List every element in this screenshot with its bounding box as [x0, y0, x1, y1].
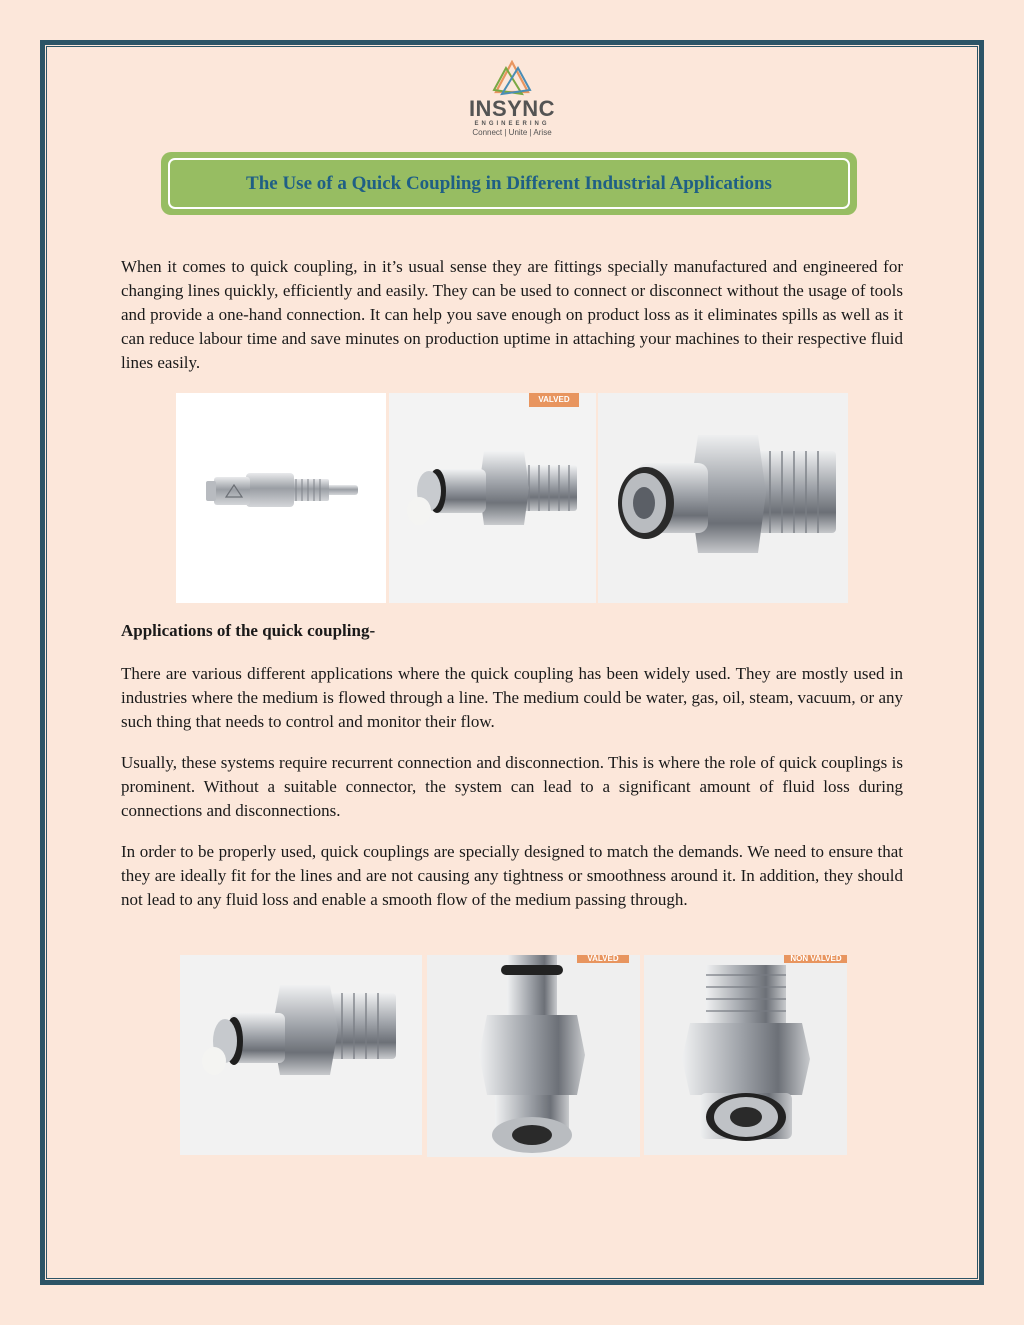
coupling-image-2 — [389, 393, 596, 603]
title-banner — [161, 152, 857, 215]
intro-paragraph: When it comes to quick coupling, in it’s usual sense they are fittings specially manufactured and engineered for changing lines quickly, efficiently and easily. They can be used to connect or disconnect without the usage of tools and provide a one-hand connection. It can help you save enough on product loss as it eliminates spills as well as it can reduce labour time and save minutes on production uptime in attaching your machines to their respective fluid lines easily. — [121, 257, 903, 372]
coupling-image-1 — [176, 393, 386, 603]
coupling-image-6 — [644, 955, 847, 1155]
applications-paragraph-2: Usually, these systems require recurrent connection and disconnection. This is where the role of quick couplings is prominent. Without a suitable connector, the system can lead to a significant amount of fluid loss during connections and disconnections. — [121, 753, 903, 820]
coupling-image-3 — [598, 393, 848, 603]
logo-subtitle: ENGINEERING — [474, 121, 550, 127]
non-valved-tag: NON VALVED — [784, 955, 847, 963]
coupling-image-5 — [427, 955, 640, 1157]
logo-triangles-icon — [492, 60, 532, 96]
page-title: The Use of a Quick Coupling in Different Industrial Applications — [246, 172, 772, 194]
applications-paragraph-3: In order to be properly used, quick couplings are specially designed to match the demands. We need to ensure that they are ideally fit for the lines and are not causing any tightness or smoothness around it. In addition, they should not lead to any fluid loss and enable a smooth flow of the medium passing through. — [121, 842, 903, 909]
valved-tag-2: VALVED — [577, 955, 629, 963]
applications-paragraph-1: There are various different applications where the quick coupling has been widely used. They are mostly used in industries where the medium is flowed through a line. The medium could be water, gas, oil, steam, vacuum, or any such thing that needs to control and monitor their flow. — [121, 664, 903, 731]
logo-name: INSYNC — [468, 96, 556, 121]
valved-tag: VALVED — [529, 393, 579, 407]
coupling-image-4 — [180, 955, 422, 1155]
title-banner-inner — [168, 158, 850, 209]
applications-heading: Applications of the quick coupling- — [121, 621, 376, 640]
insync-logo — [440, 60, 584, 152]
logo-tagline: Connect | Unite | Arise — [472, 128, 552, 137]
